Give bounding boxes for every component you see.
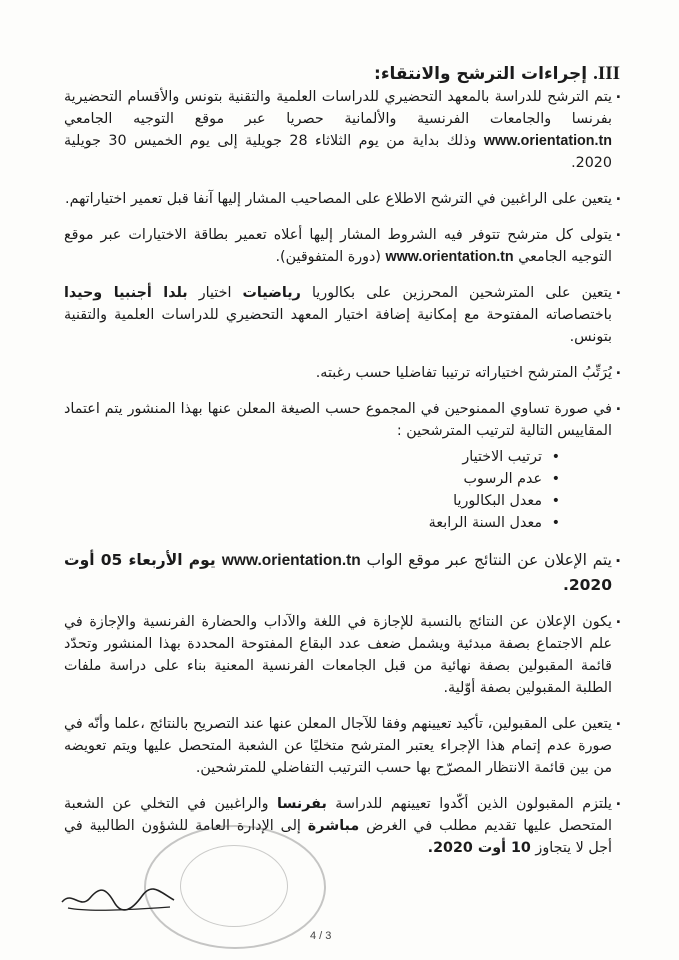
paragraph-text: يكون الإعلان عن النتائج بالنسبة للإجازة في اللغة والآداب والحضارة الفرنسية والإجازة في علم الاجتماع بصفة مبدئية ويشمل ضعف عدد البقاع المفتوحة المحددة بهذا المنشور وتحدّد قائمة المقبولين بصفة نهائية من قبل الجامعات الفرنسية المعنية بناء على دراسة ملفات الطلبة المقبولين بصفة أوّلية. bbox=[64, 614, 612, 696]
paragraph-text: في صورة تساوي الممنوحين في المجموع حسب الصيغة المعلن عنها بهذا المنشور يتم اعتماد المقاييس التالية لترتيب المترشحين : bbox=[64, 401, 612, 439]
bold-text: بفرنسا bbox=[277, 796, 327, 812]
paragraph-text: يتعين على المقبولين، تأكيد تعيينهم وفقا للآجال المعلن عنها عند التصريح بالنتائج ،علما وأنّه في صورة عدم إتمام هذا الإجراء يعتبر المترشح متخليًا عن الشعبة المتحصل عليها ويتم تعويضه من بين قائمة الانتظار المصرّح بها حسب الترتيب التفاضلي للمترشحين. bbox=[64, 716, 612, 776]
paragraph-text: (دورة المتفوقين). bbox=[275, 249, 386, 265]
bold-text: بلدا أجنبيا وحيدا bbox=[64, 285, 188, 301]
bold-text: يوم الأربعاء 05 أوت 2020. bbox=[64, 551, 612, 594]
section-heading bbox=[64, 62, 620, 86]
paragraph-tie-break bbox=[64, 398, 620, 534]
paragraph-text: والراغبين في التخلي عن الشعبة المتحصل عليها تقديم مطلب في الغرض bbox=[64, 796, 612, 834]
criteria-item: • معدل البكالوريا bbox=[64, 490, 560, 512]
criteria-item: • ترتيب الاختيار bbox=[64, 446, 560, 468]
paragraph-math-bac bbox=[64, 282, 620, 348]
orientation-url: www.orientation.tn bbox=[221, 552, 361, 569]
paragraph-fill-choices bbox=[64, 224, 620, 268]
paragraph-results-announcement bbox=[64, 548, 620, 597]
orientation-url: www.orientation.tn bbox=[483, 133, 612, 149]
paragraph-text: يتولى كل مترشح تتوفر فيه الشروط المشار إليها أعلاه تعمير بطاقة الاختيارات عبر موقع التوجيه الجامعي bbox=[64, 227, 612, 265]
section-number: III. bbox=[593, 63, 620, 84]
paragraph-text: يتم الإعلان عن النتائج عبر موقع الواب bbox=[360, 551, 612, 569]
handwritten-signature bbox=[58, 880, 178, 916]
paragraph-withdrawal bbox=[64, 793, 620, 859]
paragraph-rank-choices bbox=[64, 362, 620, 384]
paragraph-text: باختصاصاته المفتوحة مع إمكانية إضافة اختيار المعهد التحضيري للدراسات العلمية والتقنية بتونس. bbox=[64, 307, 612, 345]
document-body bbox=[64, 62, 620, 873]
stamp-inner-ring bbox=[180, 845, 288, 927]
criteria-list bbox=[64, 446, 612, 534]
paragraph-text: يتعين على الراغبين في الترشح الاطلاع على المصاحيب المشار إليها آنفا قبل تعمير اختياراتهم. bbox=[65, 191, 612, 207]
criteria-item: • عدم الرسوب bbox=[64, 468, 560, 490]
bold-text: رياضيات bbox=[242, 285, 301, 301]
paragraph-text: يُرَتِّبُ المترشح اختياراته ترتيبا تفاضليا حسب رغبته. bbox=[315, 365, 612, 381]
section-title: إجراءات الترشح والانتقاء: bbox=[374, 64, 588, 84]
paragraph-text: وذلك بداية من يوم الثلاثاء 28 جويلية إلى يوم الخميس 30 جويلية 2020. bbox=[64, 133, 612, 171]
page-number: 4 / 3 bbox=[310, 930, 332, 942]
paragraph-text: يتم الترشح للدراسة بالمعهد التحضيري للدراسات العلمية والتقنية بتونس والأقسام التحضيرية بفرنسا والجامعات الفرنسية والألمانية حصريا عبر موقع التوجيه الجامعي bbox=[64, 89, 612, 127]
criteria-item: • معدل السنة الرابعة bbox=[64, 512, 560, 534]
paragraph-french-degrees bbox=[64, 611, 620, 699]
bold-text: 10 أوت 2020. bbox=[427, 840, 531, 856]
paragraph-confirm-assignment bbox=[64, 713, 620, 779]
paragraph-application-period bbox=[64, 86, 620, 174]
orientation-url: www.orientation.tn bbox=[385, 249, 514, 265]
paragraph-read-guides bbox=[64, 188, 620, 210]
bold-text: مباشرة bbox=[307, 818, 360, 834]
paragraph-text: اختيار bbox=[187, 285, 243, 301]
paragraph-text: يتعين على المترشحين المحرزين على بكالوريا bbox=[300, 285, 612, 301]
paragraph-text: إلى الإدارة العامة للشؤون الطالبية في أجل لا يتجاوز bbox=[64, 818, 612, 856]
paragraph-text: يلتزم المقبولون الذين أكّدوا تعيينهم للدراسة bbox=[326, 796, 612, 812]
